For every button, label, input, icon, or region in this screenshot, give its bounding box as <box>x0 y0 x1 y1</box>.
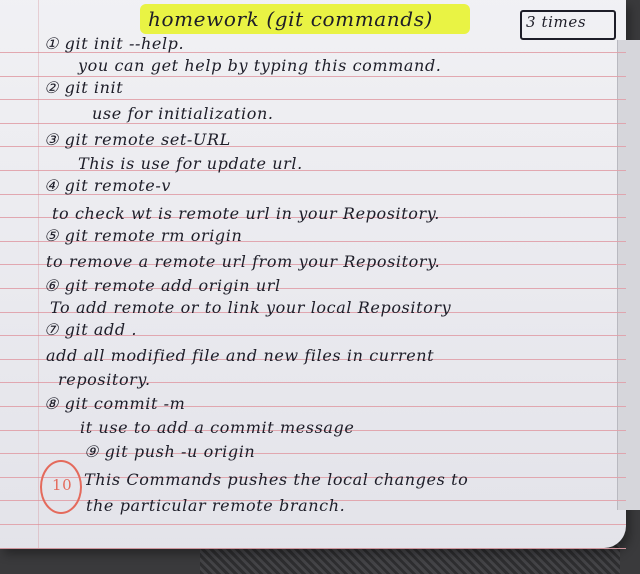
line-16: ⑧ git commit -m <box>44 394 186 413</box>
line-7: ④ git remote-v <box>44 176 171 195</box>
line-14: add all modified file and new files in current <box>46 346 435 365</box>
line-8: to check wt is remote url in your Repository. <box>52 204 440 223</box>
times-label: 3 times <box>526 13 587 31</box>
line-1: ① git init --help. <box>44 34 185 53</box>
line-9: ⑤ git remote rm origin <box>44 226 243 245</box>
line-17: it use to add a commit message <box>80 418 355 437</box>
ruled-line <box>0 76 626 77</box>
ruled-line <box>0 99 626 100</box>
line-11: ⑥ git remote add origin url <box>44 276 281 295</box>
ruled-line <box>0 548 626 549</box>
line-10: to remove a remote url from your Repository. <box>46 252 441 271</box>
line-6: This is use for update url. <box>78 154 303 173</box>
next-page-edge <box>617 40 640 510</box>
line-18: ⑨ git push -u origin <box>84 442 256 461</box>
line-15: repository. <box>58 370 151 389</box>
ruled-line <box>0 524 626 525</box>
margin-line <box>38 0 39 548</box>
line-12: To add remote or to link your local Repository <box>50 298 452 317</box>
line-2: you can get help by typing this command. <box>78 56 442 75</box>
line-13: ⑦ git add . <box>44 320 138 339</box>
line-3: ② git init <box>44 78 124 97</box>
page-title: homework (git commands) <box>148 7 433 31</box>
line-5: ③ git remote set-URL <box>44 130 231 149</box>
line-4: use for initialization. <box>92 104 274 123</box>
line-20: the particular remote branch. <box>86 496 346 515</box>
line-19: This Commands pushes the local changes to <box>84 470 469 489</box>
margin-note: 10 <box>52 476 73 494</box>
